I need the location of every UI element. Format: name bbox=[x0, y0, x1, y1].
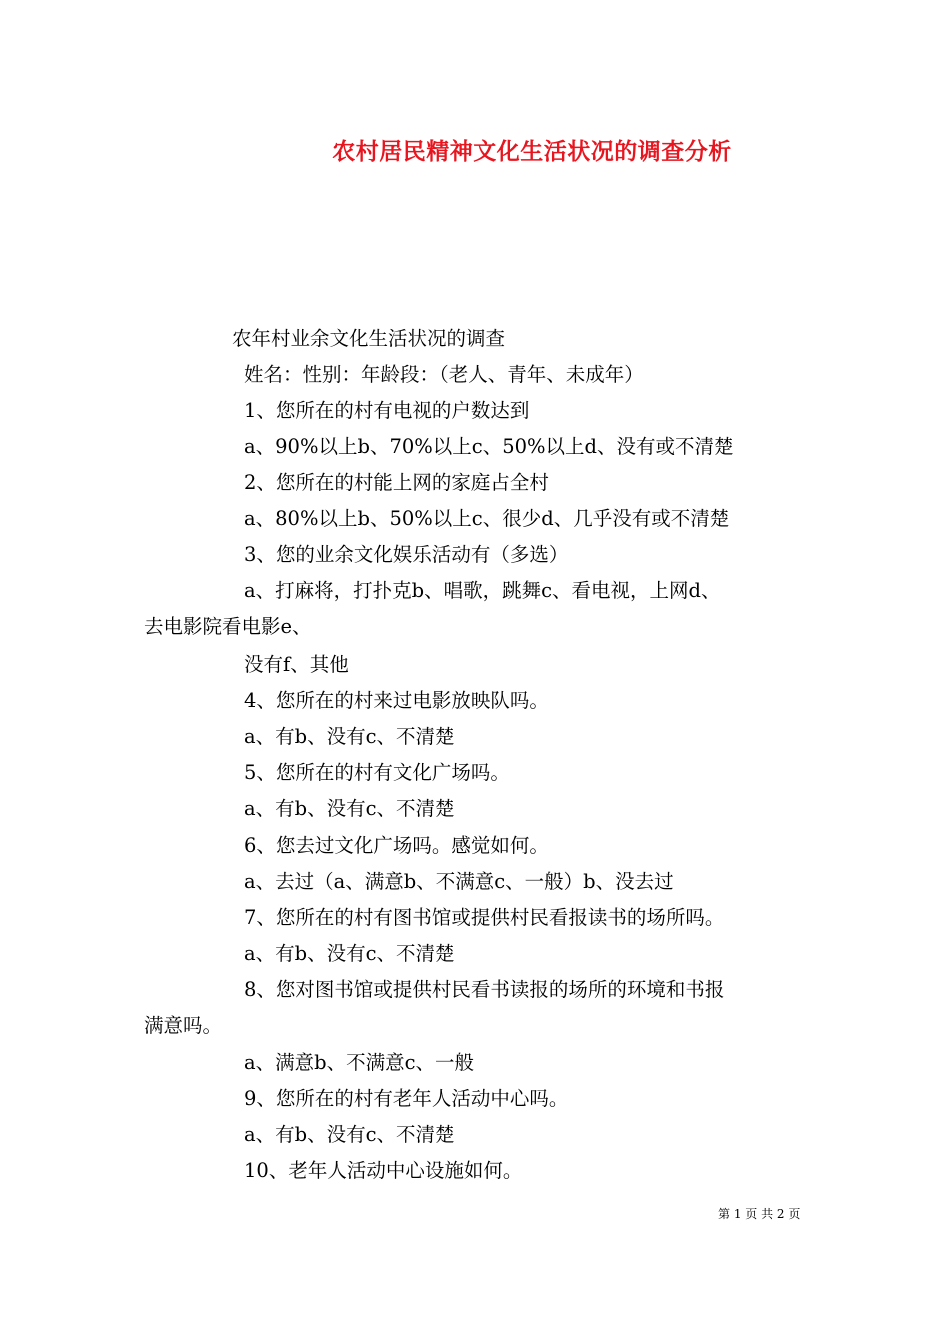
question-6-options: a、去过（a、满意b、不满意c、一般）b、没去过 bbox=[244, 870, 674, 893]
question-7: 7、您所在的村有图书馆或提供村民看报读书的场所吗。 bbox=[244, 906, 725, 929]
document-title: 农村居民精神文化生活状况的调查分析 bbox=[332, 138, 732, 165]
question-6: 6、您去过文化广场吗。感觉如何。 bbox=[244, 834, 549, 857]
question-5: 5、您所在的村有文化广场吗。 bbox=[244, 761, 510, 784]
respondent-info-line: 姓名：性别：年龄段：（老人、青年、未成年） bbox=[244, 363, 644, 386]
question-8-options: a、满意b、不满意c、一般 bbox=[244, 1051, 475, 1074]
question-3: 3、您的业余文化娱乐活动有（多选） bbox=[244, 543, 569, 566]
question-1: 1、您所在的村有电视的户数达到 bbox=[244, 399, 530, 422]
question-4-options: a、有b、没有c、不清楚 bbox=[244, 725, 455, 748]
question-9: 9、您所在的村有老年人活动中心吗。 bbox=[244, 1087, 569, 1110]
survey-heading: 农年村业余文化生活状况的调查 bbox=[232, 327, 506, 350]
question-1-options: a、90%以上b、70%以上c、50%以上d、没有或不清楚 bbox=[244, 435, 734, 458]
question-3-options-line-2: 去电影院看电影e、 bbox=[144, 615, 312, 638]
page-number-footer: 第 1 页 共 2 页 bbox=[718, 1207, 801, 1221]
question-5-options: a、有b、没有c、不清楚 bbox=[244, 797, 455, 820]
question-9-options: a、有b、没有c、不清楚 bbox=[244, 1123, 455, 1146]
question-8-line-2: 满意吗。 bbox=[144, 1014, 223, 1037]
question-3-options-line-3: 没有f、其他 bbox=[244, 653, 349, 676]
question-3-options-line-1: a、打麻将，打扑克b、唱歌，跳舞c、看电视，上网d、 bbox=[244, 579, 721, 602]
question-2-options: a、80%以上b、50%以上c、很少d、几乎没有或不清楚 bbox=[244, 507, 730, 530]
question-4: 4、您所在的村来过电影放映队吗。 bbox=[244, 689, 549, 712]
question-2: 2、您所在的村能上网的家庭占全村 bbox=[244, 471, 549, 494]
question-8-line-1: 8、您对图书馆或提供村民看书读报的场所的环境和书报 bbox=[244, 978, 725, 1001]
question-10: 10、老年人活动中心设施如何。 bbox=[244, 1159, 523, 1182]
question-7-options: a、有b、没有c、不清楚 bbox=[244, 942, 455, 965]
